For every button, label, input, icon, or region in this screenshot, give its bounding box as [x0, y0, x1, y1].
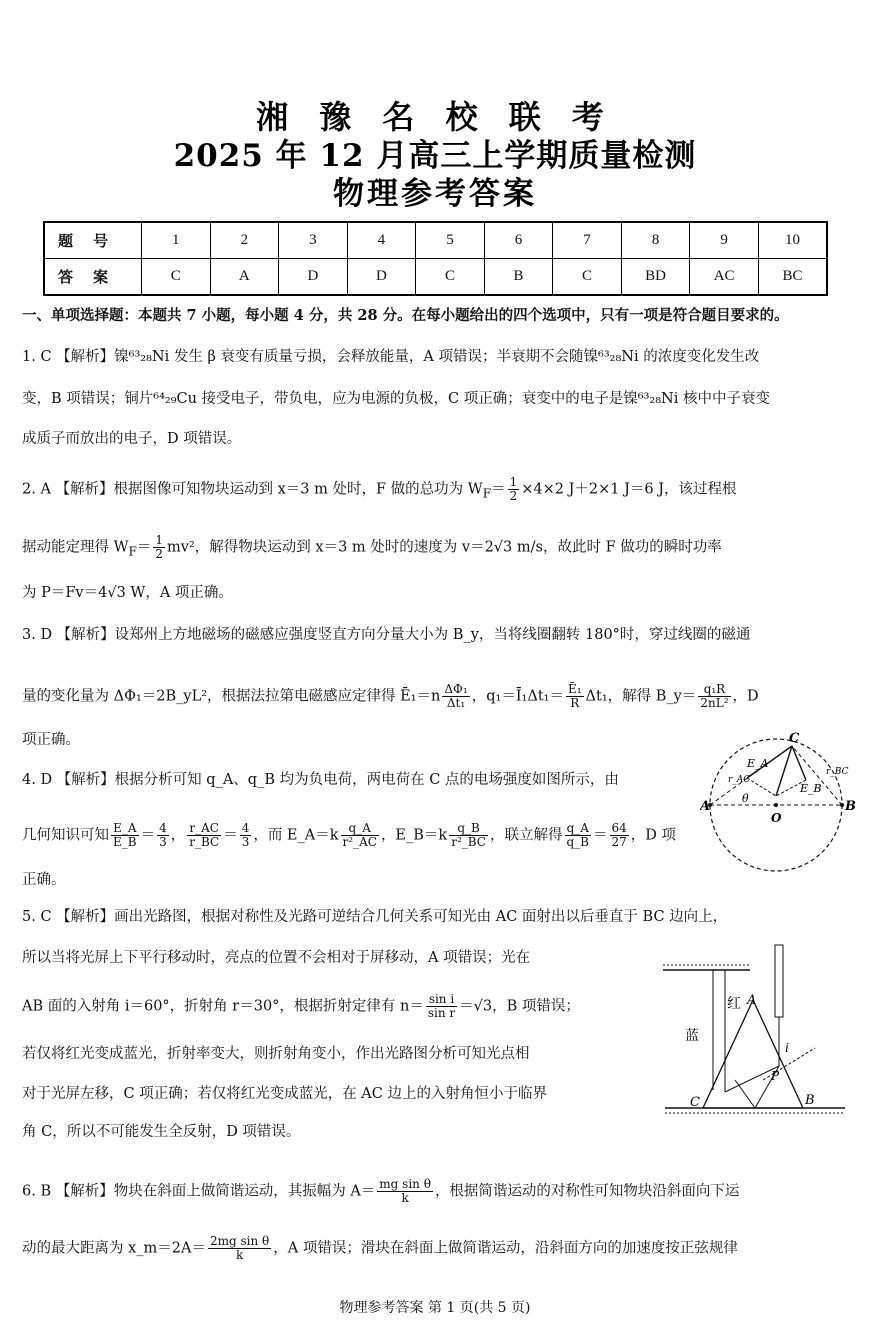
- table-cell: AC: [690, 259, 759, 296]
- text: ，联立解得: [490, 827, 563, 844]
- prism-optics-diagram: [655, 940, 855, 1120]
- table-cell: A: [210, 259, 279, 296]
- denominator: r²_AC: [342, 835, 377, 849]
- fraction: [157, 822, 169, 849]
- fraction: [610, 822, 629, 849]
- q5-line: [22, 993, 652, 1020]
- q5-line: 对于光屏左移，C 项正确；若仅将红光变成蓝光，在 AC 边上的入射角恒小于临界: [22, 1086, 547, 1102]
- numerator: ΔΦ₁: [444, 682, 468, 696]
- label-i: i: [785, 1041, 789, 1055]
- text: F: [482, 486, 492, 501]
- denominator: sin r: [427, 1006, 456, 1020]
- exam-name-title: 2025 年 12 月高三上学期质量检测: [173, 138, 697, 174]
- text: ，q₁＝Ī₁Δt₁＝: [471, 688, 564, 705]
- table-cell: BC: [758, 259, 827, 296]
- label-rbc: r_BC: [826, 767, 849, 777]
- row-label: 题号: [44, 222, 142, 259]
- text: ＝: [223, 827, 238, 844]
- fraction: [208, 1235, 271, 1262]
- numerator: 4: [159, 821, 167, 835]
- denominator: R: [570, 696, 580, 710]
- denominator: r²_BC: [451, 835, 486, 849]
- denominator: 3: [159, 835, 167, 849]
- label-theta: θ: [742, 792, 749, 805]
- q3-line: [22, 683, 850, 710]
- table-cell: 4: [347, 222, 416, 259]
- text: ，根据简谐运动的对称性可知物块沿斜面向下运: [434, 1183, 740, 1200]
- reflected-ray: [735, 1080, 755, 1108]
- table-cell: D: [347, 259, 416, 296]
- row-label: 答案: [44, 259, 142, 296]
- text: 2. A 【解析】根据图像可知物块运动到 x＝3 m 处时，F 做的总功为 W: [22, 481, 483, 498]
- table-cell: 1: [142, 222, 211, 259]
- text: ×4×2 J＋2×1 J＝6 J，该过程根: [521, 481, 737, 498]
- table-cell: 9: [690, 222, 759, 259]
- text: 据动能定理得 W: [22, 539, 129, 556]
- text: AB 面的入射角 i＝60°，折射角 r＝30°，根据折射定律有 n＝: [22, 998, 424, 1015]
- fraction: [449, 822, 488, 849]
- table-cell: 8: [621, 222, 690, 259]
- numerator: q₁R: [698, 683, 730, 697]
- text: ，D: [732, 688, 759, 705]
- answer-row: [44, 259, 827, 296]
- label-o: O: [771, 811, 782, 825]
- numerator: E_A: [111, 822, 139, 836]
- q6-line: [22, 1178, 850, 1205]
- q5-line: 角 C，所以不可能发生全反射，D 项错误。: [22, 1124, 301, 1140]
- label-c: C: [789, 731, 800, 746]
- denominator: 27: [611, 835, 627, 849]
- laser-pointer: [775, 945, 783, 1017]
- text: ＝: [593, 827, 608, 844]
- text: 动的最大距离为 x_m＝2A＝: [22, 1240, 206, 1257]
- fraction: [508, 476, 520, 503]
- label-blue: 蓝: [685, 1028, 699, 1044]
- text: ，A 项错误；滑块在斜面上做简谐运动，沿斜面方向的加速度按正弦规律: [273, 1240, 738, 1257]
- table-cell: D: [279, 259, 348, 296]
- label-a: A: [747, 993, 757, 1008]
- denominator: r_BC: [189, 835, 220, 849]
- text: ，: [170, 827, 186, 844]
- text: mv²，解得物块运动到 x＝3 m 处时的速度为 v＝2√3 m/s，故此时 F 做功的瞬时功率: [167, 539, 722, 556]
- label-ea: E_A: [747, 757, 769, 770]
- charge-field-diagram: [700, 730, 860, 885]
- q3-line: 3. D 【解析】设郑州上方地磁场的磁感应强度竖直方向分量大小为 B_y，当将线圈翻转 180°时，穿过线圈的磁通: [22, 627, 751, 643]
- q6-line: [22, 1235, 850, 1262]
- numerator: 1: [155, 533, 164, 547]
- numerator: 2mg sin θ: [209, 1234, 270, 1248]
- text: ＝: [140, 827, 156, 844]
- table-cell: C: [416, 259, 485, 296]
- page-footer: 物理参考答案 第 1 页(共 5 页): [339, 1300, 531, 1316]
- vector-e: [776, 746, 792, 796]
- numerator: sin i: [426, 993, 457, 1007]
- point-b: [840, 803, 844, 807]
- answer-table: [43, 221, 828, 296]
- numerator: q_B: [449, 822, 488, 836]
- denominator: 2: [155, 547, 164, 561]
- q5-line: 若仅将红光变成蓝光，折射率变大，则折射角变小，作出光路图分析可知光点相: [22, 1046, 530, 1062]
- q2-line: [22, 534, 850, 561]
- point-o: [774, 803, 778, 807]
- q4-line: 4. D 【解析】根据分析可知 q_A、q_B 均为负电荷，两电荷在 C 点的电场强度如图所示，由: [22, 772, 619, 788]
- table-cell: 7: [553, 222, 622, 259]
- table-cell: B: [484, 259, 553, 296]
- numerator: 1: [509, 475, 518, 489]
- numerator: Ē₁: [567, 682, 582, 696]
- fraction: [153, 534, 165, 561]
- q1-line: 变，B 项错误；铜片⁶⁴₂₉Cu 接受电子，带负电，应为电源的负极，C 项正确；衰变中的电子是镍⁶³₂₈Ni 核中中子衰变: [22, 391, 770, 407]
- fraction: [566, 683, 584, 710]
- text: Δt₁，解得 B_y＝: [585, 688, 697, 705]
- question-number-row: [44, 222, 827, 259]
- fraction: [698, 683, 730, 710]
- q1-line: 成质子而放出的电子，D 项错误。: [22, 431, 242, 447]
- q1-line: 1. C 【解析】镍⁶³₂₈Ni 发生 β 衰变有质量亏损，会释放能量，A 项错误；半衰期不会随镍⁶³₂₈Ni 的浓度变化发生改: [22, 349, 760, 365]
- label-rac: r_AC: [728, 775, 751, 785]
- label-eb: E_B: [800, 782, 822, 795]
- fraction: [426, 993, 457, 1020]
- denominator: E_B: [113, 835, 137, 849]
- denominator: 2nL²: [700, 696, 729, 710]
- table-cell: 10: [758, 222, 827, 259]
- subject-title: 物理参考答案: [333, 176, 537, 212]
- text: 几何知识可知: [22, 827, 109, 844]
- denominator: Δt₁: [446, 696, 466, 710]
- numerator: q_A: [565, 822, 592, 836]
- helper-line: [747, 778, 776, 796]
- q5-line: 所以当将光屏上下平行移动时，亮点的位置不会相对于屏移动，A 项错误；光在: [22, 950, 531, 966]
- denominator: k: [235, 1248, 244, 1262]
- label-red: 红: [727, 996, 741, 1012]
- fraction: [341, 822, 379, 849]
- denominator: k: [401, 1191, 409, 1205]
- denominator: q_B: [566, 835, 589, 849]
- text: 量的变化量为 ΔΦ₁＝2B_yL²，根据法拉第电磁感应定律得 Ē₁＝n: [22, 688, 441, 705]
- table-cell: BD: [621, 259, 690, 296]
- text: 6. B 【解析】物块在斜面上做简谐运动，其振幅为 A＝: [22, 1183, 376, 1200]
- text: ＝: [491, 481, 506, 498]
- label-b: B: [845, 799, 856, 814]
- numerator: mg sin θ: [379, 1177, 431, 1191]
- label-p: P: [771, 1069, 780, 1083]
- fraction: [377, 1178, 433, 1205]
- q2-line: [22, 476, 850, 503]
- denominator: 2: [509, 489, 518, 503]
- text: ，D 项: [630, 827, 677, 844]
- numerator: r_AC: [187, 822, 221, 836]
- q5-line: 5. C 【解析】画出光路图，根据对称性及光路可逆结合几何关系可知光由 AC 面射出以后垂直于 BC 边向上，: [22, 909, 728, 925]
- q2-line: 为 P＝Fv＝4√3 W，A 项正确。: [22, 585, 233, 601]
- q4-line: [22, 822, 702, 849]
- label-a: A: [700, 799, 711, 814]
- text: ，E_B＝k: [380, 827, 448, 844]
- label-b: B: [805, 1093, 815, 1108]
- table-cell: C: [553, 259, 622, 296]
- table-cell: 5: [416, 222, 485, 259]
- fraction: [187, 822, 221, 849]
- section-heading: 一、单项选择题：本题共 7 小题，每小题 4 分，共 28 分。在每小题给出的四个选项中，只有一项是符合题目要求的。: [22, 307, 789, 324]
- table-cell: 2: [210, 222, 279, 259]
- numerator: q_A: [341, 822, 379, 836]
- numerator: 4: [241, 821, 250, 835]
- table-cell: 6: [484, 222, 553, 259]
- exam-org-title: 湘 豫 名 校 联 考: [256, 98, 614, 136]
- numerator: 64: [611, 821, 627, 835]
- denominator: 3: [241, 835, 250, 849]
- q3-line: 项正确。: [22, 732, 80, 748]
- text: ＝: [136, 539, 152, 556]
- vector-eb: [792, 746, 806, 780]
- fraction: [240, 822, 252, 849]
- table-cell: 3: [279, 222, 348, 259]
- text: ，而 E_A＝k: [253, 827, 339, 844]
- table-cell: C: [142, 259, 211, 296]
- fraction: [565, 822, 592, 849]
- label-c: C: [690, 1095, 700, 1110]
- q4-line: 正确。: [22, 872, 66, 888]
- text: ＝√3，B 项错误；: [459, 998, 580, 1015]
- text: F: [128, 544, 137, 559]
- fraction: [442, 683, 469, 710]
- fraction: [111, 822, 139, 849]
